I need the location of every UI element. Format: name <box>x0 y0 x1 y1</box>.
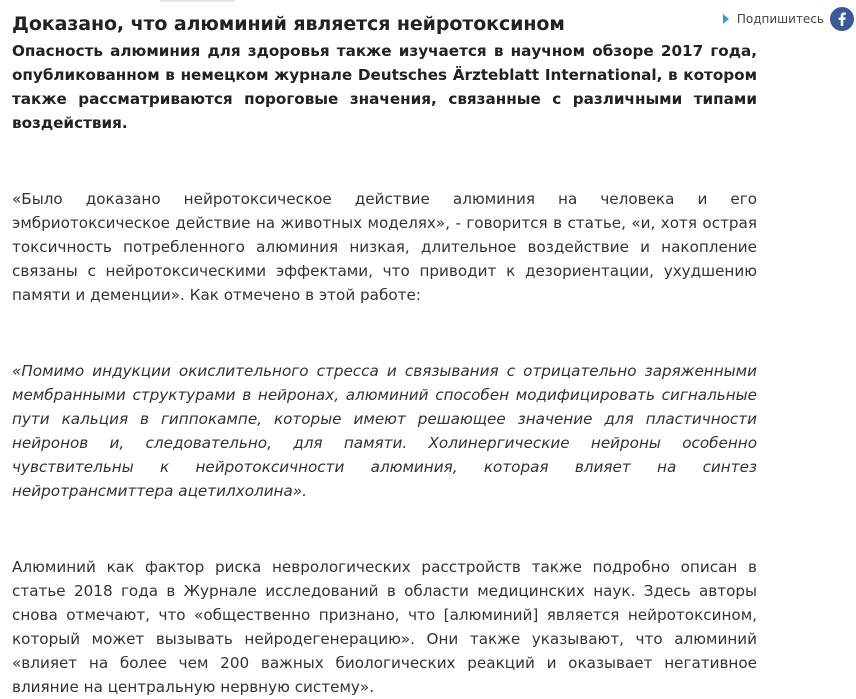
quote-oxidative-stress: «Помимо индукции окислительного стресса и связывания с отрицательно заряженными мембранными структурами в нейронах, алюминий способен модифицировать сигнальные пути кальция в гиппокампе, которые имеют решающее значение для пластичности нейронов и, следовательно, для памяти. Холинергические нейроны особенно чувствительны к нейротоксичности алюминия, которая влияет на синтез нейротрансмиттера ацетилхолина». <box>12 362 757 500</box>
top-divider <box>160 0 235 2</box>
paragraph-neurotoxic-effect: «Было доказано нейротоксическое действие алюминия на человека и его эмбриотоксическое действие на животных моделях», - говорится в статье, «и, хотя острая токсичность потребленного алюминия низкая, длительное воздействие и накопление связаны с нейротоксическими эффектами, что приводит к дезориентации, ухудшению памяти и деменции». Как отмечено в этой работе: <box>12 190 757 304</box>
article-body <box>12 12 757 699</box>
article-lead: Опасность алюминия для здоровья также изучается в научном обзоре 2017 года, опубликованном в немецком журнале Deutsches Ärzteblatt International, в котором также рассматриваются пороговые значения, связанные с различными типами воздействия. <box>12 42 757 132</box>
article-heading: Доказано, что алюминий является нейротоксином <box>12 13 565 35</box>
paragraph-risk-factor: Алюминий как фактор риска неврологических расстройств также подробно описан в статье 2018 года в Журнале исследований в области медицинских наук. Здесь авторы снова отмечают, что «общественно признано, что [алюминий] является нейротоксином, который может вызывать нейродегенерацию». Они также указывают, что алюминий «влияет на более чем 200 важных биологических реакций и оказывает негативное влияние на центральную нервную систему». <box>12 558 757 696</box>
subscribe-label: Подпишитесь <box>736 12 824 26</box>
facebook-icon[interactable] <box>830 7 854 31</box>
